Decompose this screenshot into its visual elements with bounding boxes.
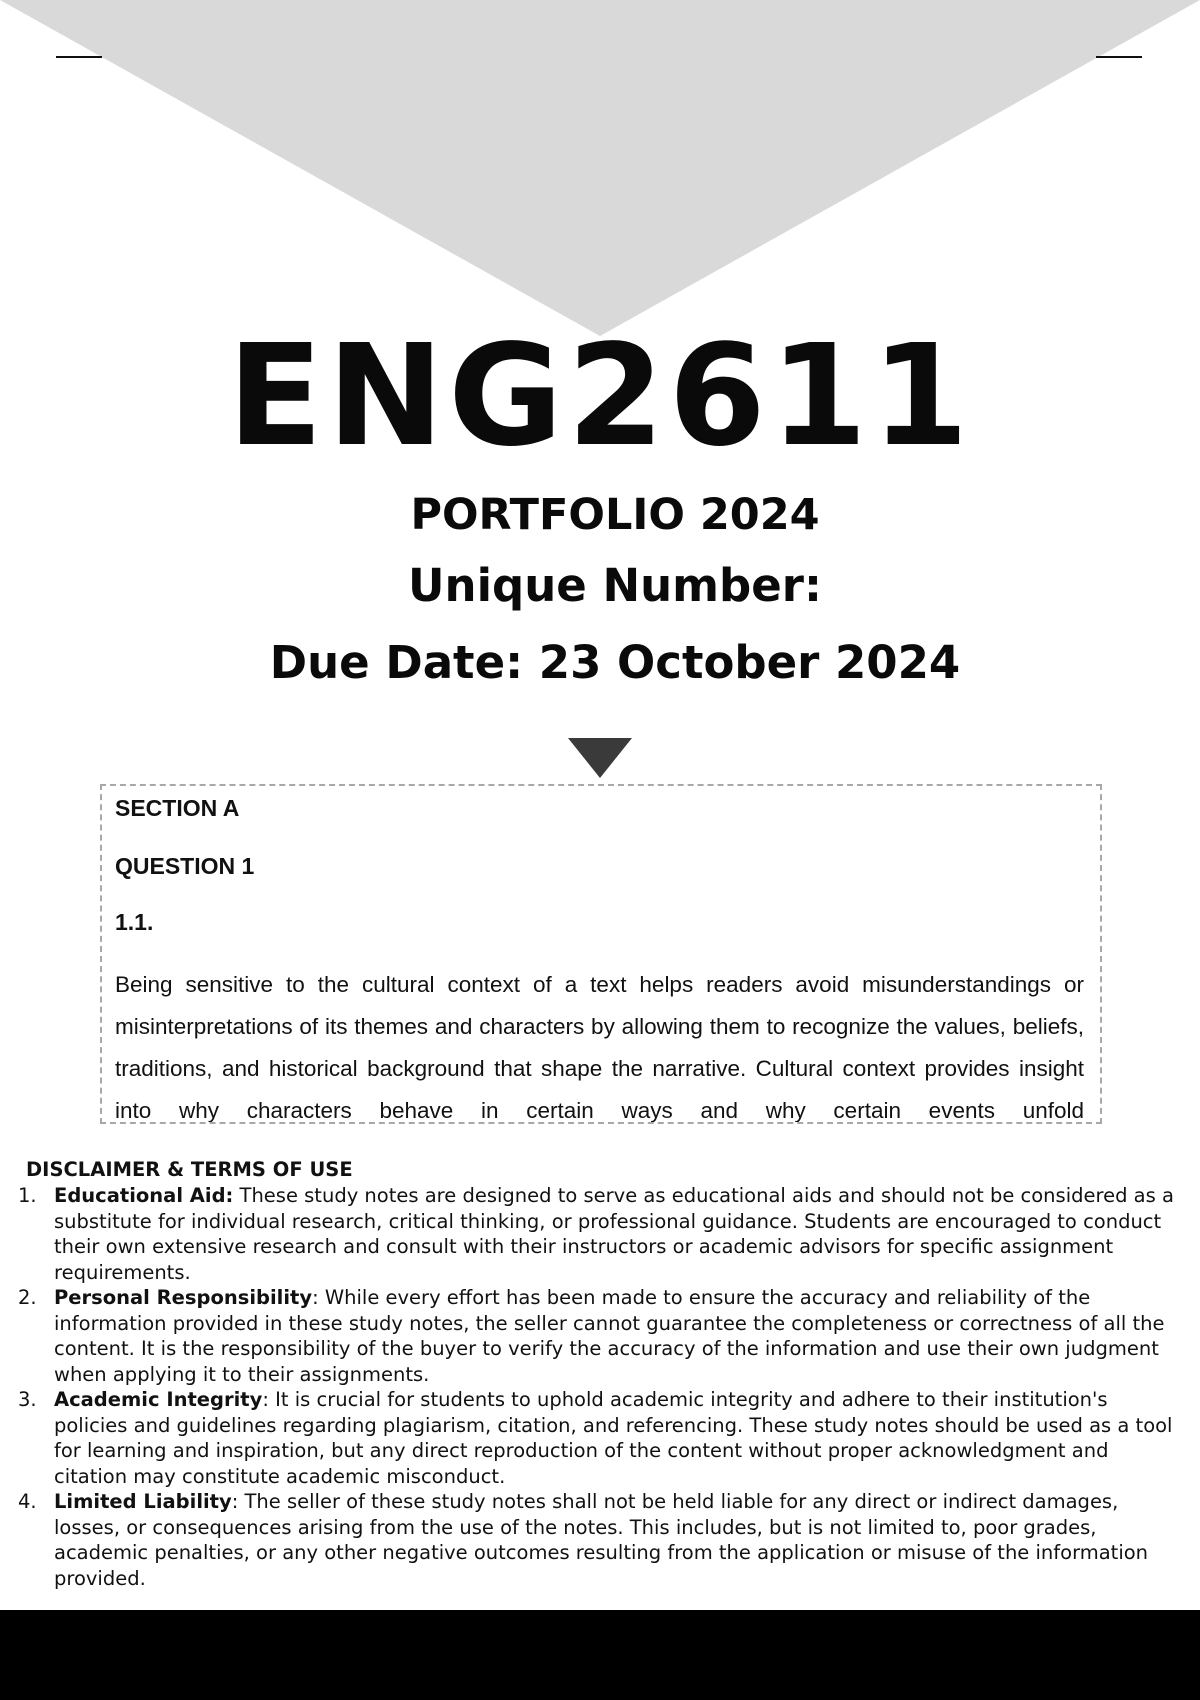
subquestion-label: 1.1. xyxy=(115,909,154,935)
disclaimer-item-limited-liability xyxy=(18,1489,1184,1591)
item-heading: Limited Liability xyxy=(54,1490,232,1513)
item-text: : While every effort has been made to ensure the accuracy and reliability of the information provided in these study notes, the seller cannot guarantee the completeness or correctness of all the content. It is the responsibility of the buyer to verify the accuracy of the information and use their own judgment when applying it to their assignments. xyxy=(54,1286,1165,1386)
item-number: 2. xyxy=(18,1286,37,1309)
question-label: QUESTION 1 xyxy=(115,853,255,879)
course-code-title: ENG2611 xyxy=(227,315,973,478)
item-heading: Academic Integrity xyxy=(54,1388,263,1411)
item-number: 3. xyxy=(18,1388,37,1411)
disclaimer-list xyxy=(18,1183,1184,1591)
item-text: : The seller of these study notes shall not be held liable for any direct or indirect damages, losses, or consequences arising from the use of the notes. This includes, but is not limited to, poor grades, academic penalties, or any other negative outcomes resulting from the application or misuse of the information provided. xyxy=(54,1490,1149,1590)
item-heading: Educational Aid: xyxy=(54,1184,234,1207)
disclaimer-section xyxy=(18,1157,1184,1591)
cover-chevron-graphic xyxy=(0,0,1200,340)
down-arrow-icon xyxy=(568,738,632,778)
disclaimer-item-personal-responsibility xyxy=(18,1285,1184,1387)
item-text: : It is crucial for students to uphold academic integrity and adhere to their institution's policies and guidelines regarding plagiarism, citation, and referencing. These study notes should be used as a tool for learning and inspiration, but any direct reproduction of the content without proper acknowledgment and citation may constitute academic misconduct. xyxy=(54,1388,1173,1488)
unique-number-heading: Unique Number: xyxy=(408,559,822,612)
item-text: These study notes are designed to serve as educational aids and should not be considered as a substitute for individual research, critical thinking, or professional guidance. Students are encouraged to conduct their own extensive research and consult with their instructors or academic advisors for specific assignment requirements. xyxy=(54,1184,1174,1284)
item-heading: Personal Responsibility xyxy=(54,1286,313,1309)
portfolio-heading: PORTFOLIO 2024 xyxy=(410,490,820,540)
answer-preview-box xyxy=(100,784,1102,1124)
due-date-heading: Due Date: 23 October 2024 xyxy=(269,636,961,689)
answer-paragraph: Being sensitive to the cultural context of a text helps readers avoid misunderstandings or misinterpretations of its themes and characters by allowing them to recognize the values, beliefs, traditions, and historical background that shape the narrative. Cultural context provides insight into why characters behave in certain ways and why certain events unfold xyxy=(115,972,1084,1123)
item-number: 1. xyxy=(18,1184,37,1207)
footer-bar xyxy=(0,1610,1200,1700)
disclaimer-title: DISCLAIMER & TERMS OF USE xyxy=(26,1158,353,1181)
corner-rule-right xyxy=(1096,56,1142,58)
corner-rule-left xyxy=(56,56,102,58)
disclaimer-item-academic-integrity xyxy=(18,1387,1184,1489)
disclaimer-item-educational-aid xyxy=(18,1183,1184,1285)
item-number: 4. xyxy=(18,1490,37,1513)
section-label: SECTION A xyxy=(115,795,240,821)
